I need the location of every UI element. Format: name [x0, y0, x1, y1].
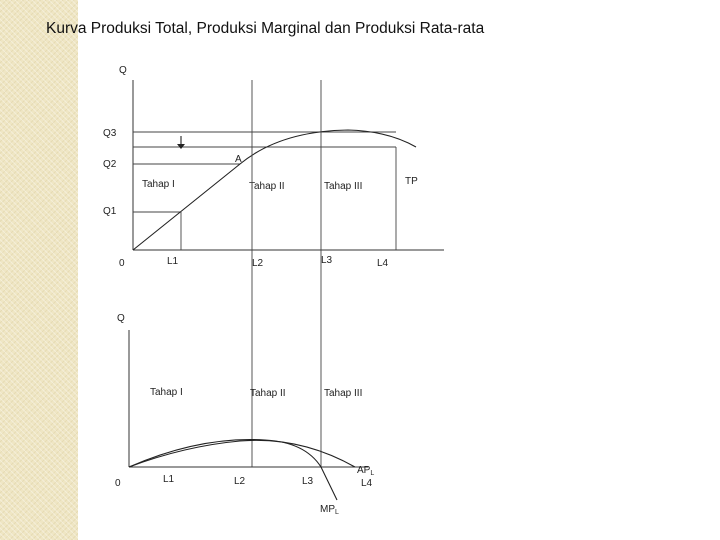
bottom-l1-label: L1: [163, 474, 175, 485]
point-a-label: A: [235, 154, 242, 165]
top-origin-label: 0: [119, 258, 125, 269]
bottom-stage-1-label: Tahap I: [150, 387, 183, 398]
top-y-axis-label: Q: [119, 65, 127, 76]
slide-title: Kurva Produksi Total, Produksi Marginal dan Produksi Rata-rata: [46, 20, 485, 37]
bottom-stage-2-label: Tahap II: [250, 388, 286, 399]
top-stage-2-label: Tahap II: [249, 181, 285, 192]
top-stage-3-label: Tahap III: [324, 181, 363, 192]
top-l1-label: L1: [167, 256, 179, 267]
top-l4-label: L4: [377, 258, 389, 269]
top-l2-label: L2: [252, 258, 264, 269]
tp-curve-label: TP: [405, 176, 418, 187]
q1-label: Q1: [103, 206, 117, 217]
top-l3-label: L3: [321, 255, 333, 266]
bottom-l4-label: L4: [361, 478, 373, 489]
q2-label: Q2: [103, 159, 117, 170]
bottom-panel: [115, 313, 374, 516]
bottom-y-axis-label: Q: [117, 313, 125, 324]
bottom-l2-label: L2: [234, 476, 246, 487]
mp-curve-label: $MP_L$: [320, 504, 339, 516]
bottom-stage-3-label: Tahap III: [324, 388, 363, 399]
bottom-l3-label: L3: [302, 476, 314, 487]
top-panel: [103, 65, 444, 269]
top-stage-1-label: Tahap I: [142, 179, 175, 190]
q3-label: Q3: [103, 128, 117, 139]
mp-curve: [129, 440, 337, 500]
ap-curve-label: $AP_L$: [357, 465, 375, 477]
bottom-origin-label: 0: [115, 478, 121, 489]
